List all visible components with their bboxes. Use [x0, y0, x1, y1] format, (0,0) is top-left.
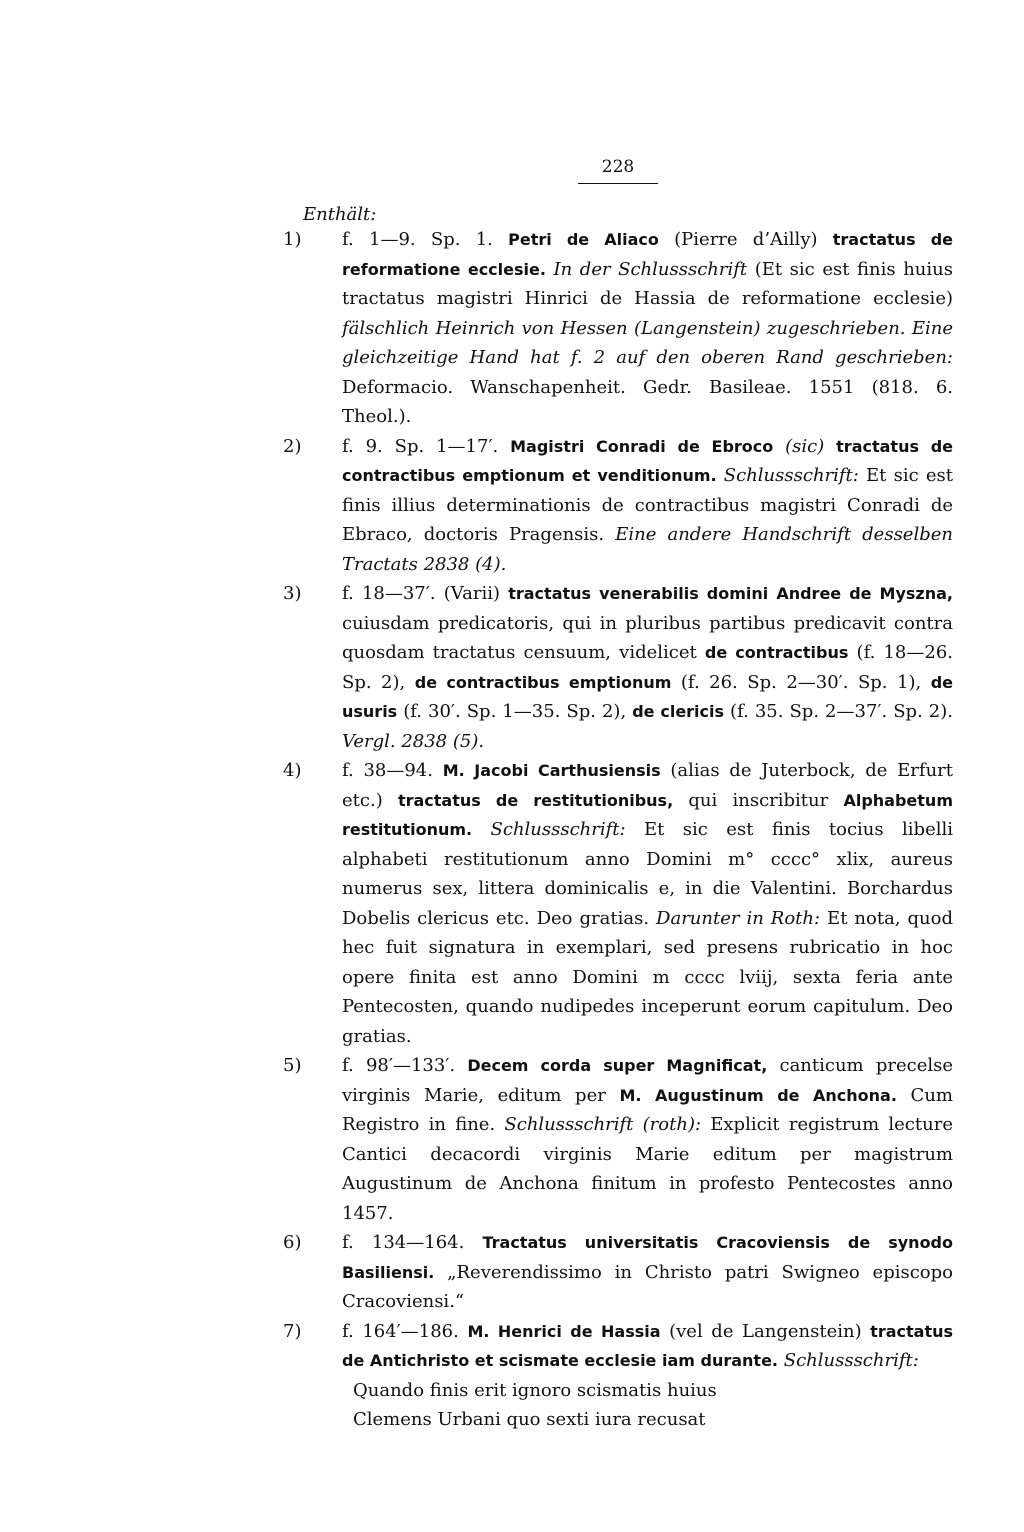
list-item	[283, 225, 953, 432]
text-segment: (vel de Langenstein)	[660, 1320, 871, 1342]
list-item	[283, 756, 953, 1051]
text-segment: tractatus de Antichristo et scismate ecclesie iam durante.	[342, 1321, 953, 1370]
text-segment: (Et sic est finis huius tractatus magistri Hinrici de Hassia de reformatione ecclesie)	[342, 258, 953, 309]
entry-text	[342, 1317, 953, 1376]
text-segment: tractatus de contractibus emptionum et venditionum.	[342, 436, 954, 485]
text-segment: qui inscribitur	[673, 789, 844, 811]
text-segment: Decem corda super Magnificat,	[467, 1056, 768, 1075]
page-number: 228	[578, 157, 658, 184]
text-segment: tractatus venerabilis domini Andree de Myszna,	[508, 584, 954, 603]
text-segment: M. Augustinum de Anchona.	[619, 1085, 897, 1105]
text-segment	[773, 436, 785, 457]
text-segment: M. Henrici de Hassia	[467, 1321, 661, 1341]
text-segment	[824, 436, 836, 457]
entry-number: 6)	[283, 1232, 302, 1253]
text-segment: de clericis	[632, 702, 725, 721]
text-segment: Darunter in Roth:	[656, 907, 821, 929]
entry-text	[342, 756, 953, 1051]
entry-text	[342, 225, 953, 432]
text-segment: de contractibus	[704, 643, 849, 662]
text-segment: tractatus de restitutionibus,	[397, 790, 674, 810]
text-segment: canticum precelse virginis Marie, editum per	[342, 1055, 953, 1106]
text-segment: Eine andere Handschrift desselben Tractats 2838 (4).	[342, 524, 953, 575]
text-segment: Cum Registro in fine.	[342, 1084, 953, 1135]
text-segment: Schlussschrift:	[783, 1350, 919, 1371]
text-segment: M. Jacobi Carthusiensis	[442, 761, 661, 780]
text-segment: In der Schlussschrift	[553, 258, 748, 280]
entry-number: 4)	[283, 760, 302, 781]
entry-number: 7)	[283, 1320, 302, 1342]
verse-block	[353, 1376, 953, 1435]
list-item	[283, 1317, 953, 1376]
text-segment: de usuris	[342, 672, 953, 721]
list-item	[283, 579, 953, 756]
text-segment: tractatus de reformatione ecclesie.	[342, 230, 954, 279]
entry-number: 2)	[283, 435, 302, 457]
text-segment: Vergl. 2838 (5).	[342, 730, 485, 752]
entry-number: 3)	[283, 583, 302, 604]
section-heading: Enthält:	[303, 204, 377, 225]
text-segment	[717, 465, 724, 486]
text-segment	[546, 259, 554, 280]
text-segment: fälschlich Heinrich von Hessen (Langenstein) zugeschrieben. Eine gleichzeitige Hand hat f. 2 auf den oberen Rand geschrieben:	[342, 317, 953, 368]
list-item	[283, 1051, 953, 1228]
text-segment: Tractatus universitatis Cracoviensis de synodo Basiliensi.	[342, 1233, 953, 1282]
text-segment: „Reverendissimo in Christo patri Swigneo episcopo Cracoviensi.“	[342, 1261, 953, 1312]
text-segment: Schlussschrift:	[723, 465, 859, 486]
list-item	[283, 1228, 953, 1317]
text-segment: f. 98′—133′.	[342, 1055, 468, 1076]
text-segment: Petri de Aliaco	[508, 230, 659, 249]
text-segment: Deformacio. Wanschapenheit. Gedr. Basileae. 1551 (818. 6. Theol.).	[342, 376, 953, 427]
verse-line: Clemens Urbani quo sexti iura recusat	[353, 1409, 706, 1430]
verse-line: Quando finis erit ignoro scismatis huius	[353, 1379, 717, 1401]
text-segment: f. 18—37′. (Varii)	[342, 583, 509, 604]
list-item	[283, 432, 953, 580]
text-segment	[472, 819, 490, 840]
text-segment: Et sic est finis tocius libelli alphabeti restitutionum anno Domini m° cccc° xlix, aureus numerus sex, littera dominicalis e, in die Valentini. Borchardus Dobelis clericus etc. Deo gratias.	[342, 819, 953, 929]
text-segment: f. 164′—186.	[342, 1320, 468, 1342]
entry-number: 1)	[283, 229, 302, 250]
text-segment: Schlussschrift (roth):	[504, 1114, 702, 1135]
text-segment: Alphabetum restitutionum.	[342, 790, 953, 839]
text-segment: f. 134—164.	[342, 1232, 483, 1253]
text-segment: Et sic est finis illius determinationis de contractibus magistri Conradi de Ebraco, doctoris Pragensis.	[342, 465, 953, 545]
text-segment: f. 1—9. Sp. 1.	[342, 229, 509, 250]
text-segment: cuiusdam predicatoris, qui in pluribus partibus predicavit contra quosdam tractatus censuum, videlicet	[342, 612, 953, 663]
text-segment: (f. 30′. Sp. 1—35. Sp. 2),	[397, 701, 633, 722]
entry-text	[342, 1228, 953, 1317]
text-segment: (alias de Juterbock, de Erfurt etc.)	[342, 760, 953, 811]
text-segment: de contractibus emptionum	[414, 672, 672, 692]
text-segment: (f. 35. Sp. 2—37′. Sp. 2).	[724, 701, 954, 722]
text-segment: Schlussschrift:	[490, 819, 626, 840]
text-segment: f. 9. Sp. 1—17′.	[342, 435, 511, 457]
entry-list	[283, 225, 953, 1435]
entry-text	[342, 432, 953, 580]
text-segment: Magistri Conradi de Ebroco	[510, 436, 774, 456]
text-segment: Explicit registrum lecture Cantici decacordi virginis Marie editum per magistrum Augustinum de Anchona finitum in profesto Pentecostes anno 1457.	[342, 1114, 953, 1224]
entry-text	[342, 579, 953, 756]
text-segment: (f. 18—26. Sp. 2),	[342, 642, 953, 693]
text-segment: f. 38—94.	[342, 760, 443, 781]
text-segment: (sic)	[785, 435, 825, 457]
entry-number: 5)	[283, 1055, 302, 1076]
entry-text	[342, 1051, 953, 1228]
text-segment: (f. 26. Sp. 2—30′. Sp. 1),	[671, 671, 931, 693]
text-segment: (Pierre d’Ailly)	[658, 229, 833, 250]
text-segment: Et nota, quod hec fuit signatura in exemplari, sed presens rubricatio in hoc opere finita est anno Domini m cccc lviij, sexta feria ante Pentecosten, quando nudipedes inceperunt eorum capitulum. Deo gratias.	[342, 907, 953, 1047]
